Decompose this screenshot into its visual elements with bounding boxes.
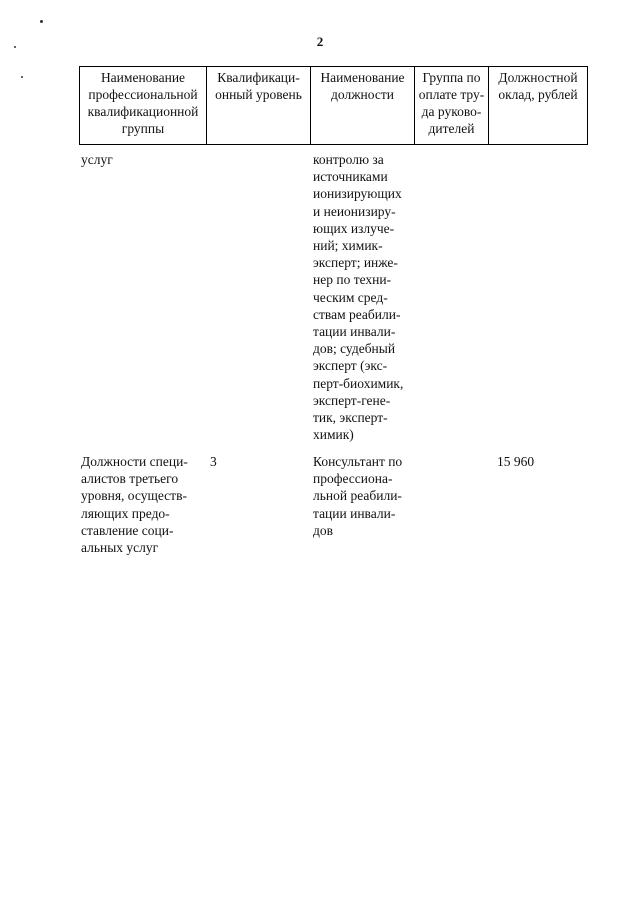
text-line: тации инвали- [313, 324, 396, 340]
header-level: Квалификаци-онный уровень [207, 67, 311, 145]
text-line: тации инвали- [313, 505, 396, 521]
text-line: перт-биохимик, [313, 375, 404, 391]
row-level: 3 [210, 454, 217, 469]
text-line: эксперт-гене- [313, 392, 391, 408]
text-line: льной реабили- [313, 488, 402, 504]
header-group: Наименование профессиональной квалификационной группы [80, 67, 207, 145]
text-line: уровня, осуществ- [81, 488, 187, 504]
continuation-position [313, 151, 415, 443]
text-line: ионизирующих [313, 186, 402, 202]
text-line: нер по техни- [313, 272, 392, 288]
text-line: ляющих предо- [81, 505, 170, 521]
header-position: Наименование должности [311, 67, 415, 145]
text-line: ний; химик- [313, 238, 383, 254]
text-line: эксперт (экс- [313, 358, 388, 374]
header-pay-group: Группа по оплате тру-да руково-дителей [415, 67, 489, 145]
text-line: эксперт; инже- [313, 255, 398, 271]
text-line: Должности специ- [81, 454, 188, 469]
text-line: ставление соци- [81, 522, 174, 538]
text-line: контролю за [313, 152, 384, 167]
page-number: 2 [316, 34, 324, 49]
text-line: профессиона- [313, 471, 393, 487]
text-line: ющих излуче- [313, 220, 395, 236]
text-line: услуг [81, 152, 113, 167]
header-row [80, 67, 588, 145]
text-line: альных услуг [81, 540, 159, 556]
row-position [313, 453, 415, 539]
table-header [79, 66, 588, 145]
scan-speck [21, 76, 23, 78]
row-group [81, 453, 207, 556]
scan-speck [40, 20, 43, 23]
text-line: алистов третьего [81, 471, 179, 487]
text-line: ствам реабили- [313, 306, 401, 322]
text-line: дов; судебный [313, 341, 396, 357]
text-line: источниками [313, 169, 388, 185]
header-salary: Должностной оклад, рублей [489, 67, 588, 145]
text-line: тик, эксперт- [313, 410, 388, 426]
text-line: Консультант по [313, 454, 403, 469]
continuation-group [81, 151, 207, 168]
row-salary: 15 960 [497, 454, 535, 469]
text-line: химик) [313, 427, 354, 443]
text-line: и неионизиру- [313, 203, 396, 219]
text-line: дов [313, 522, 333, 538]
text-line: ческим сред- [313, 289, 388, 305]
